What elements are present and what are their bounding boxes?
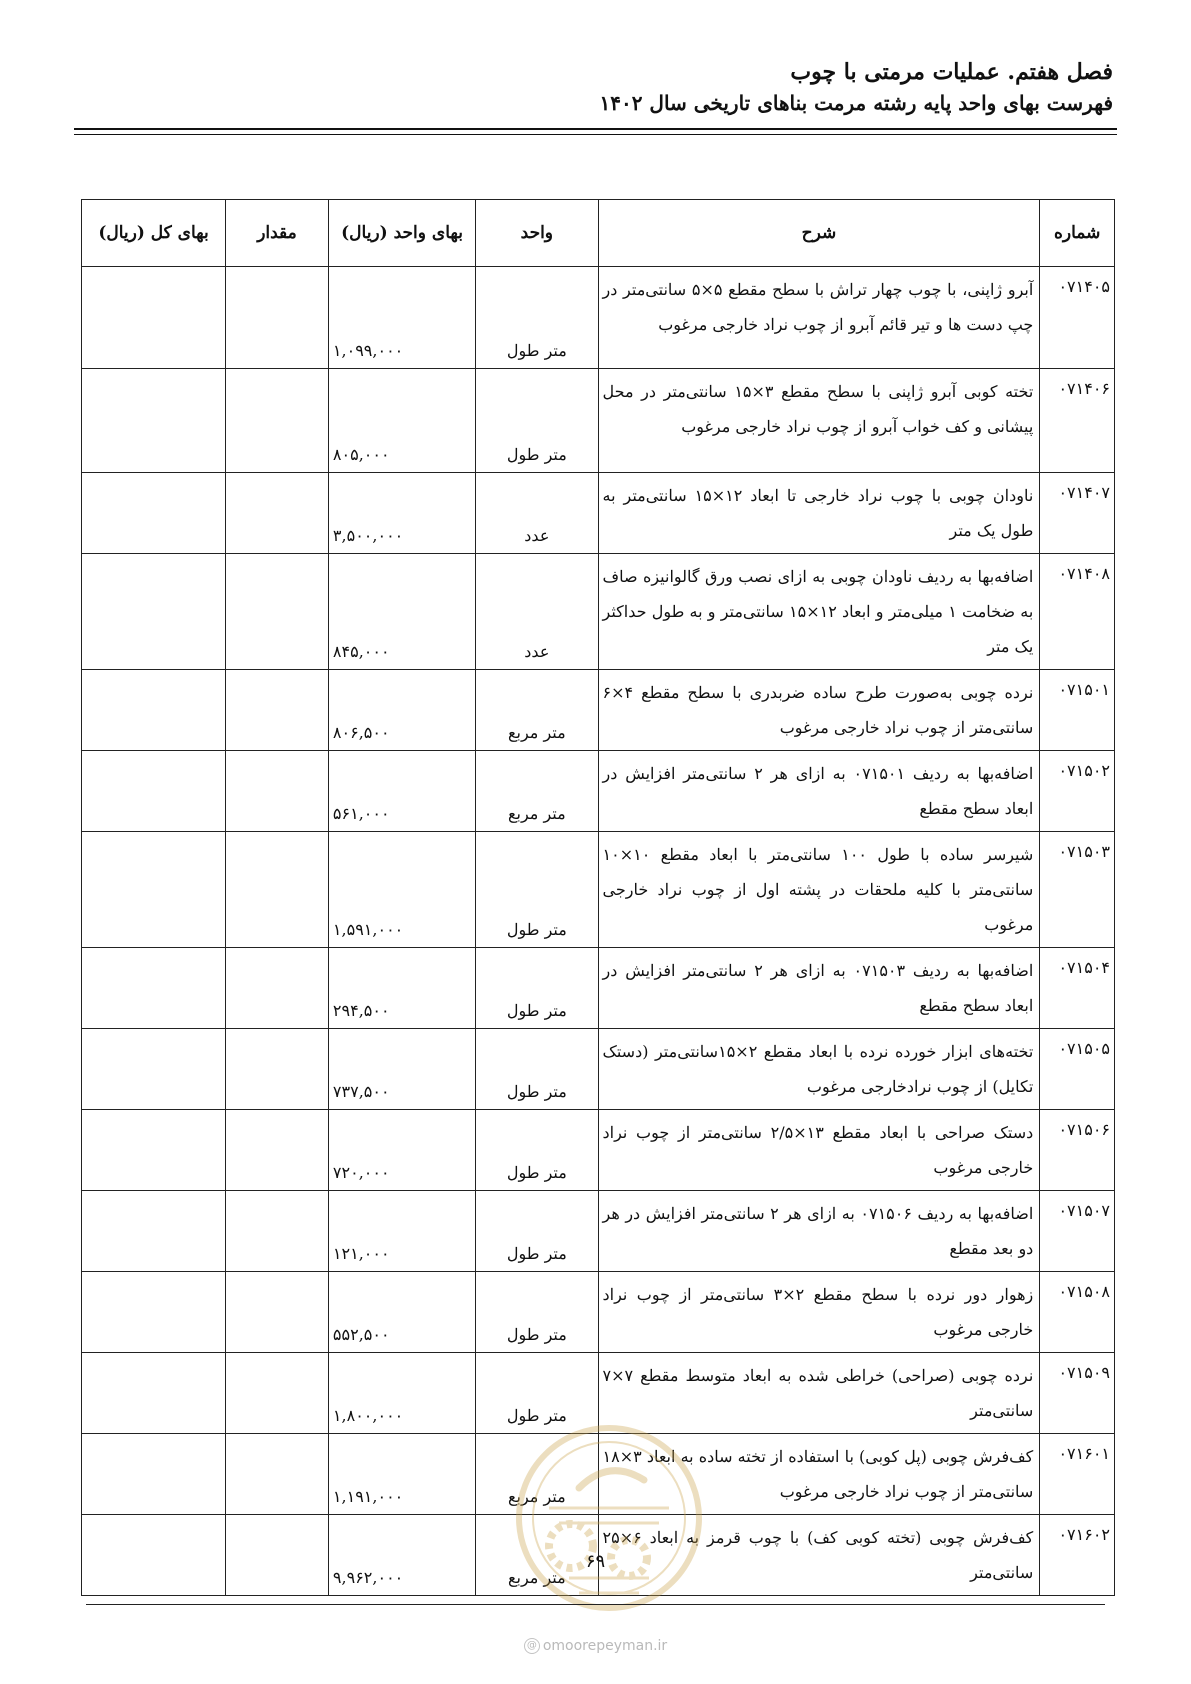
row-number: ۰۷۱۵۰۹	[1040, 1353, 1115, 1434]
row-description: کف‌فرش چوبی (پل کوبی) با استفاده از تخته ساده به ابعاد ۳×۱۸ سانتی‌متر از چوب نراد خارجی مرغوب	[598, 1434, 1040, 1515]
row-quantity	[226, 369, 329, 473]
row-number: ۰۷۱۵۰۲	[1040, 751, 1115, 832]
row-unit: عدد	[476, 554, 598, 670]
col-header-unit: واحد	[476, 200, 598, 267]
table-row	[82, 751, 1115, 832]
row-quantity	[226, 1434, 329, 1515]
row-quantity	[226, 554, 329, 670]
row-quantity	[226, 1191, 329, 1272]
col-header-total: بهای کل (ریال)	[82, 200, 226, 267]
row-number: ۰۷۱۵۰۱	[1040, 670, 1115, 751]
row-unit-price: ۸۴۵,۰۰۰	[328, 554, 475, 670]
row-unit-price: ۹,۹۶۲,۰۰۰	[328, 1515, 475, 1596]
header-rule-thick	[74, 128, 1117, 130]
row-unit: متر طول	[476, 267, 598, 369]
table-row	[82, 369, 1115, 473]
row-total	[82, 832, 226, 948]
row-description: نرده چوبی (صراحی) خراطی شده به ابعاد متوسط مقطع ۷×۷ سانتی‌متر	[598, 1353, 1040, 1434]
footer-rule	[86, 1604, 1105, 1605]
row-total	[82, 1029, 226, 1110]
row-total	[82, 751, 226, 832]
footer-watermark	[0, 1638, 1191, 1654]
row-unit: متر طول	[476, 369, 598, 473]
table-row	[82, 1272, 1115, 1353]
row-unit-price: ۲۹۴,۵۰۰	[328, 948, 475, 1029]
row-unit: متر طول	[476, 1353, 598, 1434]
row-total	[82, 369, 226, 473]
row-number: ۰۷۱۴۰۶	[1040, 369, 1115, 473]
row-number: ۰۷۱۶۰۲	[1040, 1515, 1115, 1596]
row-number: ۰۷۱۴۰۸	[1040, 554, 1115, 670]
row-number: ۰۷۱۴۰۵	[1040, 267, 1115, 369]
row-unit-price: ۷۳۷,۵۰۰	[328, 1029, 475, 1110]
row-number: ۰۷۱۵۰۶	[1040, 1110, 1115, 1191]
row-number: ۰۷۱۶۰۱	[1040, 1434, 1115, 1515]
omoorepeyman-logo-watermark	[509, 1418, 709, 1618]
col-header-description: شرح	[598, 200, 1040, 267]
row-description: زهوار دور نرده با سطح مقطع ۲×۳ سانتی‌متر از چوب نراد خارجی مرغوب	[598, 1272, 1040, 1353]
col-header-unit-price: بهای واحد (ریال)	[328, 200, 475, 267]
row-number: ۰۷۱۵۰۷	[1040, 1191, 1115, 1272]
row-total	[82, 1272, 226, 1353]
row-unit-price: ۳,۵۰۰,۰۰۰	[328, 473, 475, 554]
row-unit-price: ۱,۰۹۹,۰۰۰	[328, 267, 475, 369]
row-description: آبرو ژاپنی، با چوب چهار تراش با سطح مقطع ۵×۵ سانتی‌متر در چپ دست ها و تیر قائم آبرو از چوب نراد خارجی مرغوب	[598, 267, 1040, 369]
col-header-quantity: مقدار	[226, 200, 329, 267]
row-unit: عدد	[476, 473, 598, 554]
row-unit: متر طول	[476, 1272, 598, 1353]
row-description: تخته کوبی آبرو ژاپنی با سطح مقطع ۳×۱۵ سانتی‌متر در محل پیشانی و کف خواب آبرو از چوب نراد خارجی مرغوب	[598, 369, 1040, 473]
row-total	[82, 948, 226, 1029]
row-unit: متر طول	[476, 832, 598, 948]
row-unit: متر مربع	[476, 751, 598, 832]
row-number: ۰۷۱۵۰۵	[1040, 1029, 1115, 1110]
row-unit-price: ۱,۱۹۱,۰۰۰	[328, 1434, 475, 1515]
row-total	[82, 1110, 226, 1191]
col-header-number: شماره	[1040, 200, 1115, 267]
row-unit: متر مربع	[476, 670, 598, 751]
row-unit-price: ۵۵۲,۵۰۰	[328, 1272, 475, 1353]
row-total	[82, 670, 226, 751]
row-unit-price: ۱۲۱,۰۰۰	[328, 1191, 475, 1272]
table-row	[82, 473, 1115, 554]
row-description: اضافه‌بها به ردیف ۰۷۱۵۰۱ به ازای هر ۲ سانتی‌متر افزایش در ابعاد سطح مقطع	[598, 751, 1040, 832]
row-quantity	[226, 948, 329, 1029]
row-total	[82, 1353, 226, 1434]
row-quantity	[226, 1272, 329, 1353]
table-header-row	[82, 200, 1115, 267]
row-quantity	[226, 1110, 329, 1191]
price-table	[81, 199, 1115, 1596]
row-total	[82, 554, 226, 670]
row-description: اضافه‌بها به ردیف ۰۷۱۵۰۳ به ازای هر ۲ سانتی‌متر افزایش در ابعاد سطح مقطع	[598, 948, 1040, 1029]
page-header	[599, 56, 1113, 118]
row-description: دستک صراحی با ابعاد مقطع ۱۳×۲/۵ سانتی‌متر از چوب نراد خارجی مرغوب	[598, 1110, 1040, 1191]
row-quantity	[226, 267, 329, 369]
row-total	[82, 1434, 226, 1515]
row-number: ۰۷۱۵۰۳	[1040, 832, 1115, 948]
table-row	[82, 670, 1115, 751]
chapter-title: فصل هفتم. عملیات مرمتی با چوب	[790, 59, 1113, 85]
row-unit-price: ۸۰۶,۵۰۰	[328, 670, 475, 751]
row-unit-price: ۱,۵۹۱,۰۰۰	[328, 832, 475, 948]
row-total	[82, 473, 226, 554]
row-unit-price: ۱,۸۰۰,۰۰۰	[328, 1353, 475, 1434]
table-row	[82, 1191, 1115, 1272]
row-quantity	[226, 1029, 329, 1110]
row-unit: متر مربع	[476, 1434, 598, 1515]
row-unit: متر طول	[476, 1191, 598, 1272]
row-unit: متر طول	[476, 1110, 598, 1191]
row-unit: متر طول	[476, 1029, 598, 1110]
row-number: ۰۷۱۵۰۸	[1040, 1272, 1115, 1353]
row-unit-price: ۸۰۵,۰۰۰	[328, 369, 475, 473]
row-total	[82, 267, 226, 369]
row-description: شیرسر ساده با طول ۱۰۰ سانتی‌متر با ابعاد مقطع ۱۰×۱۰ سانتی‌متر با کلیه ملحقات در پشته اول از چوب نراد خارجی مرغوب	[598, 832, 1040, 948]
row-number: ۰۷۱۵۰۴	[1040, 948, 1115, 1029]
row-description: تخته‌های ابزار خورده نرده با ابعاد مقطع ۲×۱۵سانتی‌متر (دستک تکایل) از چوب نرادخارجی مرغوب	[598, 1029, 1040, 1110]
row-unit: متر طول	[476, 948, 598, 1029]
table-row	[82, 554, 1115, 670]
row-description: ناودان چوبی با چوب نراد خارجی تا ابعاد ۱۲×۱۵ سانتی‌متر به طول یک متر	[598, 473, 1040, 554]
row-description: اضافه‌بها به ردیف ناودان چوبی به ازای نصب ورق گالوانیزه صاف به ضخامت ۱ میلی‌متر و ابعاد ۱۲×۱۵ سانتی‌متر و به طول حداکثر یک متر	[598, 554, 1040, 670]
at-icon: @	[524, 1638, 540, 1654]
footer-handle: omoorepeyman.ir	[542, 1638, 668, 1654]
row-unit: متر مربع	[476, 1515, 598, 1596]
row-description: اضافه‌بها به ردیف ۰۷۱۵۰۶ به ازای هر ۲ سانتی‌متر افزایش در هر دو بعد مقطع	[598, 1191, 1040, 1272]
table-row	[82, 267, 1115, 369]
table-row	[82, 948, 1115, 1029]
row-quantity	[226, 751, 329, 832]
row-unit-price: ۵۶۱,۰۰۰	[328, 751, 475, 832]
row-quantity	[226, 1353, 329, 1434]
row-quantity	[226, 473, 329, 554]
row-number: ۰۷۱۴۰۷	[1040, 473, 1115, 554]
row-unit-price: ۷۲۰,۰۰۰	[328, 1110, 475, 1191]
row-quantity	[226, 670, 329, 751]
row-description: نرده چوبی به‌صورت طرح ساده ضربدری با سطح مقطع ۴×۶ سانتی‌متر از چوب نراد خارجی مرغوب	[598, 670, 1040, 751]
row-total	[82, 1191, 226, 1272]
header-rule-thin	[74, 134, 1117, 135]
table-row	[82, 1029, 1115, 1110]
page-number: ۶۹	[585, 1551, 606, 1572]
row-description: کف‌فرش چوبی (تخته کوبی کف) با چوب قرمز به ابعاد ۶×۲۵ سانتی‌متر	[598, 1515, 1040, 1596]
table-row	[82, 1110, 1115, 1191]
document-subtitle: فهرست بهای واحد پایه رشته مرمت بناهای تاریخی سال ۱۴۰۲	[599, 91, 1113, 115]
table-row	[82, 832, 1115, 948]
row-quantity	[226, 832, 329, 948]
